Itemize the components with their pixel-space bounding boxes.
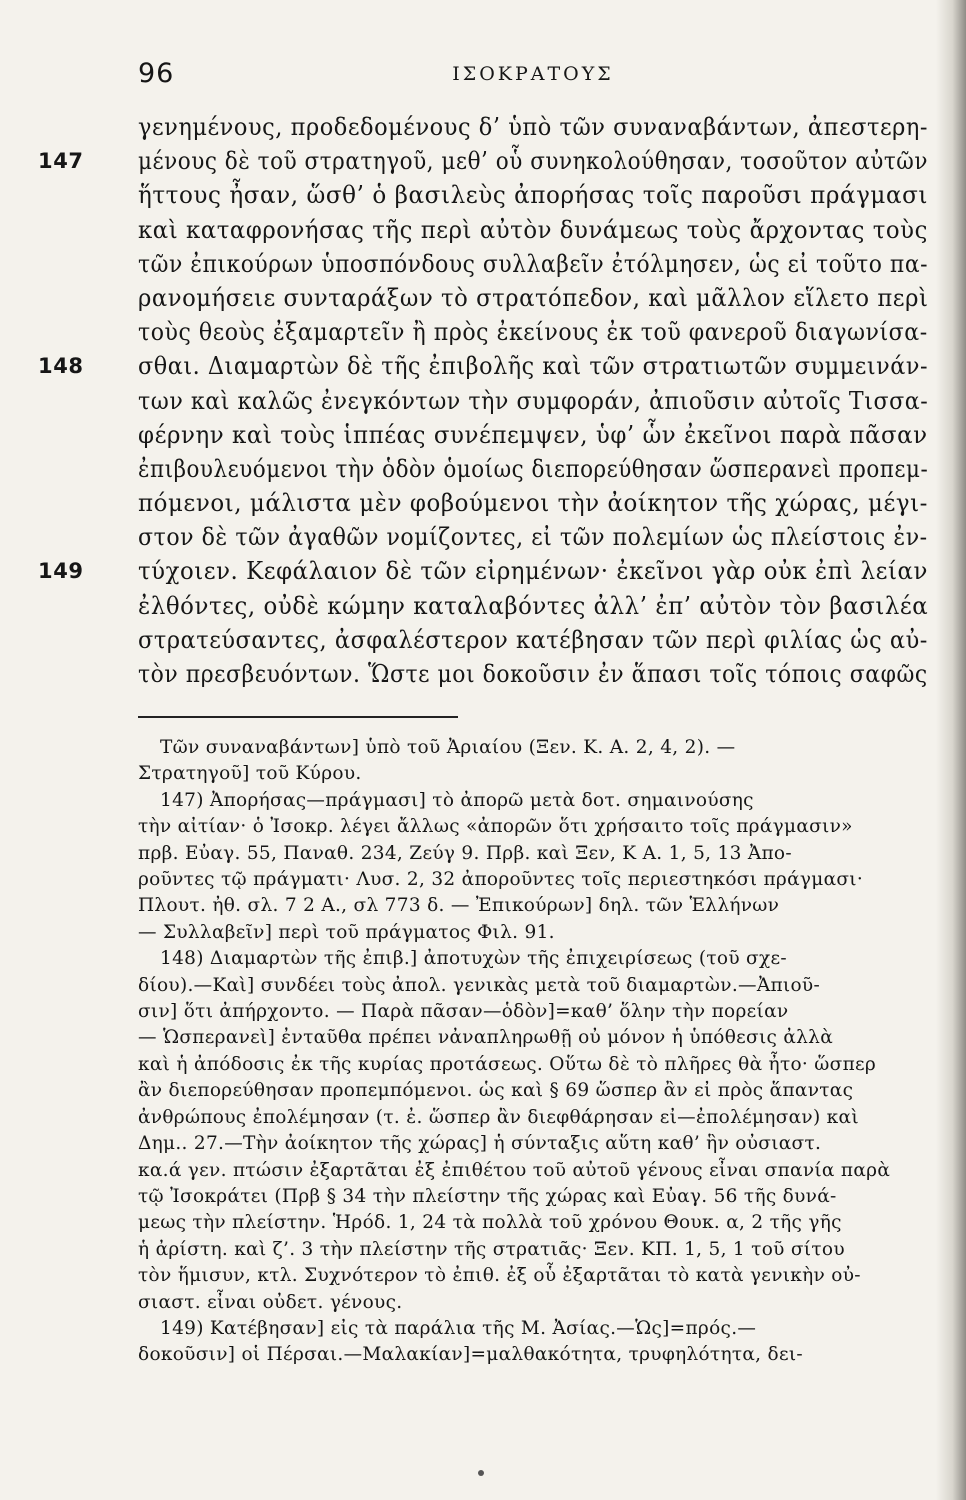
note-line: Δημ.. 27.—Τὴν ἀοίκητον τῆς χώρας] ἡ σύνταξις αὕτη καθ’ ἣν οὐσιαστ. — [138, 1133, 822, 1155]
note-line: σιαστ. εἶναι οὐδετ. γένους. — [138, 1291, 403, 1313]
text-line — [138, 657, 938, 691]
note-line: πρβ. Εὐαγ. 55, Παναθ. 234, Ζεύγ 9. Πρβ. καὶ Ξεν, Κ Α. 1, 5, 13 Ἀπο- — [138, 842, 792, 864]
text-line-content: ἐπιβουλευόμενοι τὴν ὁδὸν ὁμοίως διεπορεύθησαν ὥσπερανεὶ προπεμ- — [138, 453, 929, 483]
text-line — [138, 623, 938, 657]
text-line — [138, 213, 938, 247]
running-head: ΙΣΟΚΡΑΤΟΥΣ — [452, 63, 614, 85]
text-line — [38, 554, 938, 588]
section-number: 148 — [38, 354, 84, 379]
text-line — [138, 589, 938, 623]
note-line: καὶ ἡ ἀπόδοσις ἐκ τῆς κυρίας προτάσεως. Οὕτω δὲ τὸ πλῆρες θὰ ἦτο· ὥσπερ — [138, 1053, 877, 1075]
text-line-content: ἐλθόντες, οὐδὲ κώμην καταλαβόντες ἀλλ’ ἐπ’ αὐτὸν τὸν βασιλέα — [138, 590, 929, 620]
text-line — [138, 384, 938, 418]
text-line — [138, 281, 938, 315]
note-line: τῷ Ἰσοκράτει (Πρβ § 34 τὴν πλείστην τῆς χώρας καὶ Εὐαγ. 56 τῆς δυνά- — [138, 1185, 837, 1207]
text-line — [138, 486, 938, 520]
text-line — [138, 315, 938, 349]
note-line: 149) Κατέβησαν] εἰς τὰ παράλια τῆς Μ. Ἀσίας.—Ὡς]=πρός.— — [160, 1317, 757, 1339]
text-line-content: πόμενοι, μάλιστα μὲν φοβούμενοι τὴν ἀοίκητον τῆς χώρας, μέγι- — [138, 488, 928, 518]
text-line — [138, 178, 938, 212]
text-line — [138, 418, 938, 452]
text-line-content: φέρνην καὶ τοὺς ἱππέας συνέπεμψεν, ὑφ’ ὧν ἐκεῖνοι παρὰ πᾶσαν — [138, 419, 928, 449]
page-header — [138, 58, 928, 98]
text-line-content: στρατεύσαντες, ἀσφαλέστερον κατέβησαν τῶν περὶ φιλίας ὡς αὐ- — [138, 624, 928, 654]
footnote-rule — [138, 716, 458, 718]
note-line: τὴν αἰτίαν· ὁ Ἰσοκρ. λέγει ἄλλως «ἀπορῶν ὅτι χρήσαιτο τοῖς πράγμασιν» — [138, 816, 853, 838]
note-line: Τῶν συναναβάντων] ὑπὸ τοῦ Ἀριαίου (Ξεν. Κ. Α. 2, 4, 2). — — [160, 737, 736, 758]
main-text — [38, 110, 938, 691]
text-line-content: των καὶ καλῶς ἐνεγκόντων τὴν συμφοράν, ἀπιοῦσιν αὐτοῖς Τισσα- — [138, 385, 929, 415]
note-line: — Συλλαβεῖν] περὶ τοῦ πράγματος Φιλ. 91. — [138, 921, 555, 943]
note-line: Πλουτ. ἠθ. σλ. 7 2 Α., σλ 773 δ. — Ἐπικούρων] δηλ. τῶν Ἑλλήνων — [138, 895, 780, 917]
printer-dot — [478, 1470, 484, 1476]
text-line-content: στον δὲ τῶν ἀγαθῶν νομίζοντες, εἰ τῶν πολεμίων ὡς πλείστοις ἐν- — [138, 522, 928, 552]
text-line-content: τὸν πρεσβευόντων. Ὥστε μοι δοκοῦσιν ἐν ἅπασι τοῖς τόποις σαφῶς — [138, 659, 928, 688]
note-line: τὸν ἥμισυν, κτλ. Συχνότερον τὸ ἐπιθ. ἐξ οὗ ἐξαρτᾶται τὸ κατὰ γενικὴν οὐ- — [138, 1265, 861, 1287]
text-line — [138, 110, 938, 144]
commentary-notes — [138, 735, 938, 1369]
text-line-content: σθαι. Διαμαρτὼν δὲ τῆς ἐπιβολῆς καὶ τῶν στρατιωτῶν συμμεινάν- — [138, 351, 929, 381]
page-number: 96 — [138, 58, 175, 89]
note-line: ἀνθρώπους ἐπολέμησαν (τ. ἐ. ὥσπερ ἂν διεφθάρησαν εἰ—ἐπολέμησαν) καὶ — [138, 1106, 859, 1128]
note-line: ἡ ἀρίστη. καὶ ζ’. 3 τὴν πλείστην τῆς στρατιᾶς· Ξεν. ΚΠ. 1, 5, 1 τοῦ σίτου — [138, 1238, 845, 1260]
note-line: ροῦντες τῷ πράγματι· Λυσ. 2, 32 ἀποροῦντες τοῖς περιεστηκόσι πράγμασι· — [138, 869, 864, 891]
note-line: 148) Διαμαρτὼν τῆς ἐπιβ.] ἀποτυχὼν τῆς ἐπιχειρίσεως (τοῦ σχε- — [160, 948, 787, 970]
note-line: δίου).—Καὶ] συνδέει τοὺς ἀπολ. γενικὰς μετὰ τοῦ διαμαρτὼν.—Ἀπιοῦ- — [138, 974, 821, 996]
text-line-content: τοὺς θεοὺς ἐξαμαρτεῖν ἢ πρὸς ἐκείνους ἐκ τοῦ φανεροῦ διαγωνίσα- — [138, 317, 928, 347]
page-edge-shadow — [936, 0, 966, 1500]
note-line: Στρατηγοῦ] τοῦ Κύρου. — [138, 763, 362, 785]
note-line: μεως τὴν πλείστην. Ἡρόδ. 1, 24 τὰ πολλὰ τοῦ χρόνου Θουκ. α, 2 τῆς γῆς — [138, 1212, 842, 1234]
text-line-content: καὶ καταφρονήσας τῆς περὶ αὐτὸν δυνάμεως τοὺς ἄρχοντας τοὺς — [138, 214, 928, 244]
text-line-content: τύχοιεν. Κεφάλαιον δὲ τῶν εἰρημένων· ἐκεῖνοι γὰρ οὐκ ἐπὶ λείαν — [138, 556, 928, 586]
text-line-content: τῶν ἐπικούρων ὑποσπόνδους συλλαβεῖν ἐτόλμησεν, ὡς εἰ τοῦτο πα- — [138, 248, 929, 278]
text-line-content: ἥττους ἦσαν, ὥσθ’ ὁ βασιλεὺς ἀπορήσας τοῖς παροῦσι πράγμασι — [138, 180, 928, 210]
text-line-content: ρανομήσειε συνταράξων τὸ στρατόπεδον, καὶ μᾶλλον εἵλετο περὶ — [138, 282, 929, 312]
text-line — [138, 247, 938, 281]
note-line: — Ὡσπερανεὶ] ἐνταῦθα πρέπει νἀναπληρωθῇ οὐ μόνον ἡ ὑπόθεσις ἀλλὰ — [138, 1027, 833, 1049]
text-line-content: μένους δὲ τοῦ στρατηγοῦ, μεθ’ οὗ συνηκολούθησαν, τοσοῦτον αὐτῶν — [138, 146, 928, 176]
text-line-content: γενημένους, προδεδομένους δ’ ὑπὸ τῶν συναναβάντων, ἀπεστερη- — [138, 112, 929, 141]
text-line — [38, 349, 938, 383]
note-line: κα.ά γεν. πτώσιν ἐξαρτᾶται ἐξ ἐπιθέτου τοῦ αὐτοῦ γένους εἶναι σπανία παρὰ — [138, 1159, 891, 1181]
note-line: σιν] ὅτι ἀπήρχοντο. — Παρὰ πᾶσαν—ὁδὸν]=καθ’ ὅλην τὴν πορείαν — [138, 1001, 789, 1023]
note-line: δοκοῦσιν] οἱ Πέρσαι.—Μαλακίαν]=μαλθακότητα, τρυφηλότητα, δει- — [138, 1344, 803, 1366]
text-line — [138, 452, 938, 486]
section-number: 149 — [38, 559, 84, 584]
note-line: 147) Ἀπορήσας—πράγμασι] τὸ ἀπορῶ μετὰ δοτ. σημαινούσης — [160, 789, 754, 811]
text-line — [138, 520, 938, 554]
text-line — [38, 144, 938, 178]
section-number: 147 — [38, 149, 84, 174]
note-line: ἂν διεπορεύθησαν προπεμπόμενοι. ὡς καὶ § 69 ὥσπερ ἂν εἰ πρὸς ἅπαντας — [138, 1080, 854, 1102]
